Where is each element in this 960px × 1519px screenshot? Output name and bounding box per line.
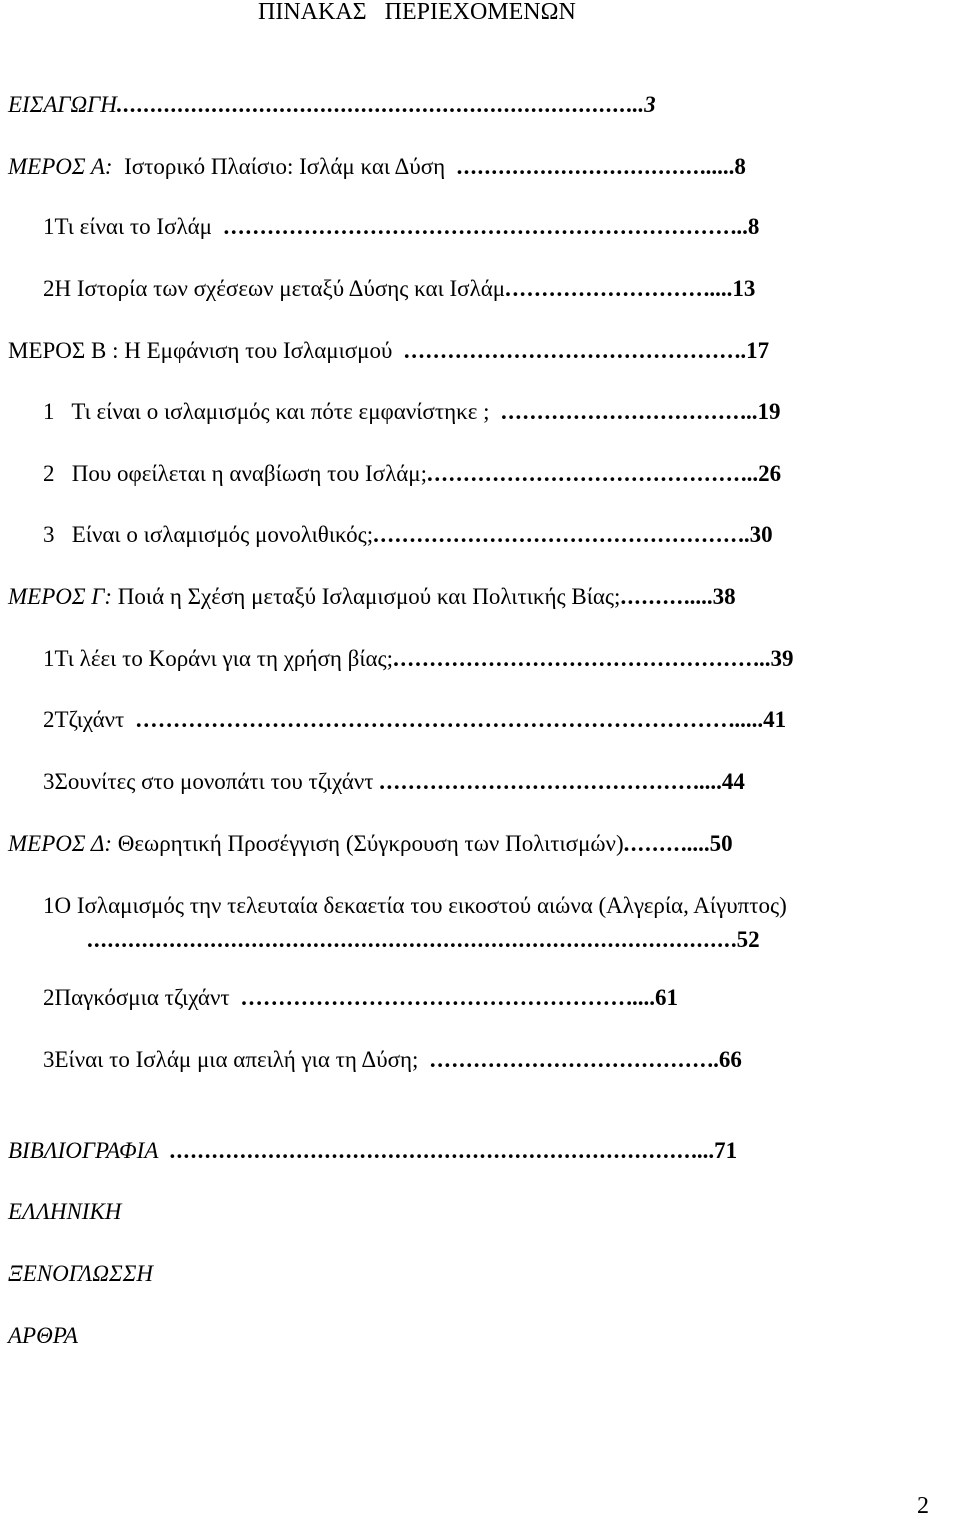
toc-entry-label: 2 Που οφείλεται η αναβίωση του Ισλάμ;: [43, 461, 428, 486]
page-number: 2: [917, 1493, 929, 1519]
toc-entry-part-d[interactable]: [8, 832, 733, 855]
toc-part-label: ΜΕΡΟΣ Δ:: [8, 831, 113, 856]
toc-entry-introduction[interactable]: [8, 93, 656, 116]
toc-entry-articles[interactable]: [8, 1324, 78, 1347]
toc-leader: ...................................: [456, 154, 700, 179]
toc-entry-3-1[interactable]: [43, 647, 793, 670]
toc-entry-label: 3 Είναι ο ισλαμισμός μονολιθικός;: [43, 522, 374, 547]
toc-leader: ...........................: [505, 276, 704, 301]
toc-entry-label: 2Τζιχάντ: [43, 707, 125, 732]
toc-entry-label: ΒΙΒΛΙΟΓΡΑΦΙΑ: [8, 1138, 158, 1163]
toc-entry-label: ΕΛΛΗΝΙΚΗ: [8, 1199, 122, 1224]
toc-page: .....38: [683, 584, 736, 609]
toc-leader: .....................................................................: [223, 214, 731, 239]
toc-page: ...39: [753, 646, 794, 671]
toc-entry-1-1[interactable]: [43, 215, 759, 238]
toc-leader: ..............................................................................................: [87, 927, 731, 952]
toc-entry-part-c[interactable]: [8, 585, 736, 608]
toc-entry-2-3[interactable]: [43, 523, 773, 546]
toc-page: .....50: [680, 831, 733, 856]
toc-entry-2-2[interactable]: [43, 462, 781, 485]
toc-page: .....61: [626, 985, 678, 1010]
toc-page: .52: [730, 927, 760, 952]
toc-entry-bibliography[interactable]: [8, 1139, 737, 1162]
toc-entry-label: 1Ο Ισλαμισμός την τελευταία δεκαετία του εικοστού αιώνα (Αλγερία, Αίγυπτος): [43, 893, 787, 918]
toc-page: ......41: [728, 707, 787, 732]
toc-entry-3-2[interactable]: [43, 708, 786, 731]
toc-entry-label: ΜΕΡΟΣ Β : Η Εμφάνιση του Ισλαμισμού: [8, 338, 393, 363]
toc-part-label: ΜΕΡΟΣ Γ:: [8, 584, 113, 609]
toc-leader: ..............................................................................: [135, 707, 729, 732]
toc-page: ...26: [740, 461, 782, 486]
toc-entry-4-2[interactable]: [43, 986, 678, 1009]
toc-entry-foreign-sources[interactable]: [8, 1262, 153, 1285]
toc-entry-label: 2Παγκόσμια τζιχάντ: [43, 985, 230, 1010]
toc-leader: ...........................................: [427, 461, 741, 486]
toc-entry-4-3[interactable]: [43, 1048, 742, 1071]
toc-leader: ......................................: [429, 1047, 708, 1072]
toc-page: .....13: [703, 276, 756, 301]
toc-page: ...19: [740, 399, 781, 424]
toc-entry-label: 3Σουνίτες στο μονοπάτι του τζιχάντ: [43, 769, 374, 794]
toc-entry-label: 1Τι είναι το Ισλάμ: [43, 214, 212, 239]
toc-entry-label: 1Τι λέει το Κοράνι για τη χρήση βίας;: [43, 646, 394, 671]
toc-leader: .............................................: [403, 338, 735, 363]
toc-entry-label: 3Είναι το Ισλάμ μια απειλή για τη Δύση;: [43, 1047, 419, 1072]
toc-entry-label: ΞΕΝΟΓΛΩΣΣΗ: [8, 1261, 153, 1286]
toc-part-label: ΜΕΡΟΣ Α:: [8, 154, 113, 179]
toc-entry-4-1-continuation[interactable]: [87, 928, 760, 951]
page-title: ΠΙΝΑΚΑΣ ΠΕΡΙΕΧΟΜΕΝΩΝ: [258, 0, 576, 25]
toc-leader: ...........................................................................: [116, 92, 627, 117]
toc-entry-part-b[interactable]: [8, 339, 769, 362]
toc-page: ...8: [730, 214, 760, 239]
toc-page: .....44: [693, 769, 745, 794]
toc-entry-label: Ιστορικό Πλαίσιο: Ισλάμ και Δύση: [112, 154, 446, 179]
toc-entry-4-1[interactable]: [43, 894, 787, 917]
toc-entry-label: Θεωρητική Προσέγγιση (Σύγκρουση των Πολιτισμών): [112, 831, 624, 856]
toc-entry-1-2[interactable]: [43, 277, 755, 300]
toc-leader: ........: [623, 831, 681, 856]
toc-leader: ..................................................: [373, 522, 739, 547]
toc-leader: .........: [620, 584, 684, 609]
toc-leader: ...........................................: [379, 769, 694, 794]
toc-leader: ..........................................................................: [169, 1138, 692, 1163]
toc-page: ..30: [738, 522, 773, 547]
toc-entry-label: ΑΡΘΡΑ: [8, 1323, 78, 1348]
toc-page: ......8: [699, 154, 746, 179]
toc-leader: ...................................................: [241, 985, 627, 1010]
toc-entry-label: 2Η Ιστορία των σχέσεων μεταξύ Δύσης και Ισλάμ: [43, 276, 506, 301]
toc-page: ..66: [707, 1047, 742, 1072]
toc-entry-3-3[interactable]: [43, 770, 745, 793]
toc-entry-part-a[interactable]: [8, 155, 746, 178]
toc-leader: .................................: [501, 399, 741, 424]
toc-entry-greek-sources[interactable]: [8, 1200, 121, 1223]
toc-entry-label: Ποιά η Σχέση μεταξύ Ισλαμισμού και Πολιτικής Βίας;: [112, 584, 621, 609]
toc-entry-label: 1 Τι είναι ο ισλαμισμός και πότε εμφανίστηκε ;: [43, 399, 490, 424]
toc-entry-label: ΕΙΣΑΓΩΓΗ: [8, 92, 117, 117]
toc-page: ..17: [734, 338, 770, 363]
toc-page: ....71: [691, 1138, 738, 1163]
toc-leader: .................................................: [393, 646, 754, 671]
toc-page: ...3: [626, 92, 656, 117]
toc-entry-2-1[interactable]: [43, 400, 781, 423]
